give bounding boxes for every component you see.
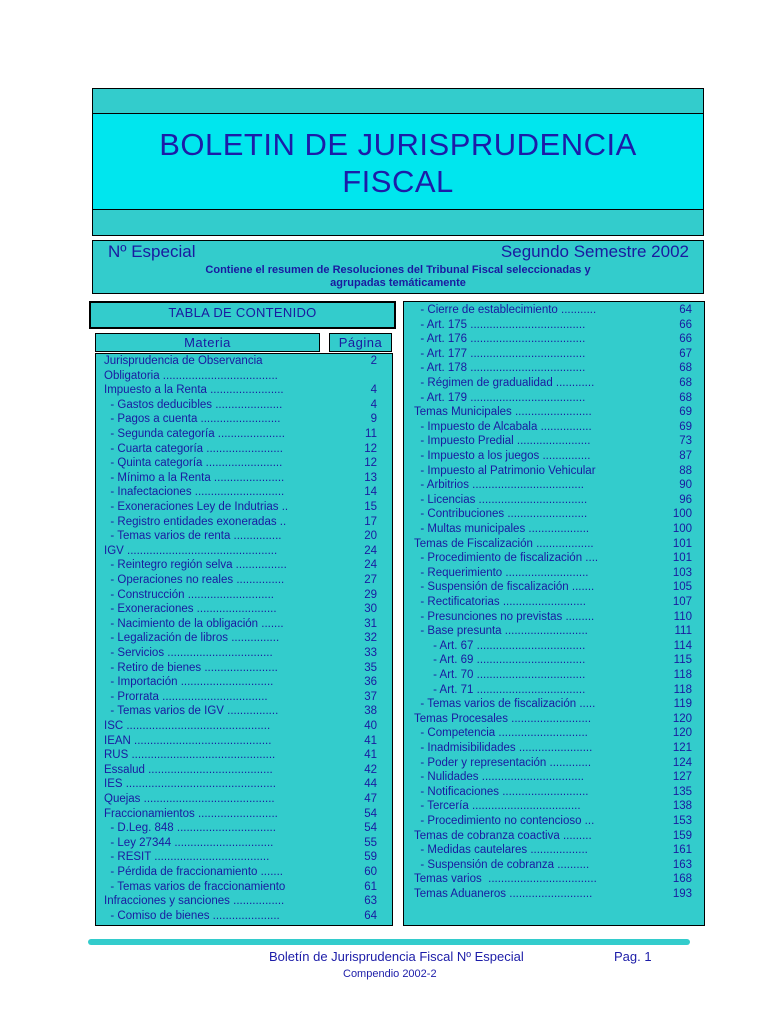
toc-entry-page: 101	[672, 537, 692, 550]
column-header-materia-label: Materia	[184, 335, 231, 350]
toc-entry	[96, 369, 392, 384]
toc-entry-page: 33	[364, 647, 377, 659]
toc-entry	[96, 383, 392, 398]
toc-entry-page: 59	[364, 851, 377, 864]
toc-entry	[96, 661, 392, 676]
toc-entry-page: 20	[364, 530, 377, 543]
toc-entry-text: - Art. 175 ....................................	[414, 318, 586, 331]
toc-entry-page: 24	[364, 544, 377, 557]
toc-entry-text: - Temas varios de renta ...............	[104, 530, 282, 543]
toc-entry-page: 29	[364, 588, 377, 601]
toc-entry	[96, 821, 392, 836]
toc-entry-page: 2	[370, 355, 377, 367]
toc-entry-text: - Nacimiento de la obligación .......	[104, 617, 284, 630]
toc-entry-text: Essalud .......................................	[104, 763, 273, 776]
toc-entry	[96, 646, 392, 661]
toc-entry	[404, 668, 704, 683]
toc-entry	[96, 880, 392, 895]
toc-entry-page: 153	[672, 815, 692, 827]
toc-entry-text: Quejas .........................................	[104, 793, 275, 805]
title-box	[92, 113, 704, 210]
toc-entry-text: - Retiro de bienes .......................	[104, 661, 278, 674]
toc-entry	[96, 588, 392, 603]
toc-entry	[96, 909, 392, 924]
toc-entry-text: - Impuesto Predial .......................	[414, 435, 591, 448]
toc-entry-page: 96	[679, 493, 692, 506]
toc-entry	[404, 814, 704, 829]
toc-entry-page: 4	[370, 398, 377, 411]
toc-entry	[96, 573, 392, 588]
toc-entry	[96, 690, 392, 705]
toc-entry	[96, 865, 392, 880]
toc-entry	[96, 544, 392, 559]
toc-entry-page: 24	[364, 559, 377, 572]
toc-entry-page: 69	[679, 406, 692, 419]
toc-entry-text: - RESIT ....................................	[104, 851, 270, 864]
toc-entry	[96, 398, 392, 413]
toc-entry	[96, 602, 392, 617]
toc-entry-text: - Quinta categoría ........................	[104, 457, 283, 470]
toc-entry	[404, 756, 704, 771]
toc-entry-page: 121	[672, 742, 692, 754]
toc-entry	[404, 683, 704, 698]
toc-entry	[96, 529, 392, 544]
toc-entry-page: 127	[672, 771, 692, 784]
toc-entry	[404, 872, 704, 887]
toc-entry-text: - Nulidades ................................	[414, 771, 584, 784]
toc-entry	[404, 726, 704, 741]
toc-entry-page: 44	[364, 778, 377, 791]
toc-entry-text: Temas de cobranza coactiva .........	[414, 829, 592, 842]
column-header-materia	[95, 333, 320, 352]
toc-entry-page: 66	[679, 318, 692, 331]
toc-entry	[404, 697, 704, 712]
edition-subtitle-line-2: agrupadas temáticamente	[330, 277, 466, 289]
toc-entry-page: 68	[679, 377, 692, 389]
toc-entry-text: Jurisprudencia de Observancia	[104, 355, 263, 367]
toc-entry	[404, 712, 704, 727]
toc-entry-text: - Art. 178 ....................................	[414, 362, 586, 375]
toc-entry	[96, 427, 392, 442]
footer-page-number: Pag. 1	[614, 949, 652, 964]
toc-entry	[404, 478, 704, 493]
toc-entry-text: Fraccionamientos .........................	[104, 807, 278, 820]
toc-entry-text: - Competencia ............................	[414, 727, 588, 740]
toc-entry-page: 73	[679, 435, 692, 448]
toc-entry	[96, 456, 392, 471]
toc-entry-text: - Gastos deducibles .....................	[104, 398, 283, 411]
toc-entry	[96, 515, 392, 530]
toc-entry	[96, 836, 392, 851]
toc-entry-page: 118	[673, 683, 692, 696]
toc-entry	[96, 734, 392, 749]
toc-entry-page: 103	[672, 566, 692, 579]
edition-box	[92, 240, 704, 294]
toc-entry	[96, 442, 392, 457]
toc-entry-page: 100	[672, 523, 692, 535]
toc-entry	[404, 464, 704, 479]
toc-entry-text: - Ley 27344 ...............................	[104, 836, 274, 849]
toc-entry-page: 88	[679, 464, 692, 477]
toc-entry	[96, 485, 392, 500]
toc-entry	[96, 558, 392, 573]
toc-entry	[404, 610, 704, 625]
toc-entry-page: 193	[672, 888, 692, 900]
toc-entry-text: - Exoneraciones .........................	[104, 603, 277, 616]
toc-entry-text: Temas de Fiscalización ..................	[414, 537, 594, 550]
toc-entry-page: 118	[673, 669, 692, 681]
toc-entry	[404, 653, 704, 668]
column-header-pagina	[329, 333, 392, 352]
toc-entry-page: 9	[370, 413, 377, 426]
toc-entry-text: - Art. 177 ....................................	[414, 347, 586, 360]
toc-entry-page: 114	[673, 639, 692, 652]
toc-entry	[404, 566, 704, 581]
toc-entry-text: Temas varios ..................................	[414, 873, 597, 886]
toc-entry-text: - Medidas cautelares ..................	[414, 844, 588, 857]
title-line-1: BOLETIN DE JURISPRUDENCIA	[159, 127, 637, 162]
toc-entry-page: 35	[364, 661, 377, 674]
toc-entry-page: 40	[364, 720, 377, 732]
toc-entry	[404, 639, 704, 654]
toc-entry	[404, 785, 704, 800]
toc-entry-text: - Procedimiento no contencioso ...	[414, 815, 595, 827]
toc-left-panel	[95, 353, 393, 926]
toc-entry	[404, 318, 704, 333]
toc-entry-page: 90	[679, 479, 692, 492]
toc-entry-text: - Contribuciones .........................	[414, 508, 588, 521]
toc-entry	[96, 719, 392, 734]
toc-entry-text: - Inafectaciones ............................	[104, 486, 285, 499]
toc-entry	[404, 434, 704, 449]
toc-entry-text: - Construcción ...........................	[104, 588, 274, 601]
toc-entry-text: - Art. 70 ..................................	[414, 669, 586, 681]
toc-entry-text: - Impuesto a los juegos ...............	[414, 450, 591, 462]
toc-entry-page: 54	[364, 822, 377, 835]
toc-entry-page: 105	[672, 581, 692, 594]
toc-entry	[96, 704, 392, 719]
toc-entry	[96, 807, 392, 822]
edition-subtitle-line-1: Contiene el resumen de Resoluciones del Tribunal Fiscal seleccionadas y	[205, 264, 591, 276]
title-line-2: FISCAL	[342, 164, 454, 199]
toc-entry-text: - Rectificatorias ..........................	[414, 596, 586, 608]
toc-entry-text: - Arbitrios ...................................	[414, 479, 584, 492]
toc-entry-text: - Poder y representación .............	[414, 756, 592, 769]
toc-entry-text: - Base presunta ..........................	[414, 625, 588, 638]
toc-entry	[404, 843, 704, 858]
toc-entry-text: - Registro entidades exoneradas ..	[104, 515, 287, 528]
toc-entry	[96, 617, 392, 632]
toc-entry	[96, 500, 392, 515]
toc-entry	[96, 412, 392, 427]
toc-entry	[96, 354, 392, 369]
toc-entry-text: RUS .............................................	[104, 749, 276, 762]
toc-entry-page: 13	[364, 471, 377, 484]
toc-entry-text: - Art. 179 ....................................	[414, 391, 586, 404]
toc-entry	[96, 675, 392, 690]
column-header-pagina-label: Página	[338, 335, 383, 350]
footer-divider	[88, 939, 690, 945]
toc-entry-text: IGV ...............................................	[104, 544, 278, 557]
toc-entry-text: - Pagos a cuenta .........................	[104, 413, 281, 426]
toc-entry	[404, 595, 704, 610]
edition-number: Nº Especial	[108, 242, 196, 261]
toc-entry-page: 61	[364, 880, 377, 893]
toc-entry-text: - Procedimiento de fiscalización ....	[414, 552, 599, 565]
toc-entry-page: 55	[364, 836, 377, 849]
toc-entry-text: - Régimen de gradualidad ............	[414, 377, 595, 389]
toc-entry-text: Temas Procesales .........................	[414, 712, 592, 725]
toc-entry-page: 87	[679, 450, 692, 462]
toc-entry-text: - Exoneraciones Ley de Indutrias ..	[104, 501, 289, 513]
toc-entry-page: 38	[364, 705, 377, 718]
toc-entry-page: 36	[364, 676, 377, 689]
toc-entry-page: 124	[672, 756, 692, 769]
toc-entry-text: - Suspensión de cobranza ..........	[414, 858, 590, 871]
toc-entry-page: 4	[370, 384, 377, 397]
toc-entry-page: 17	[364, 515, 377, 528]
toc-entry	[404, 770, 704, 785]
toc-entry-text: - Multas municipales ...................	[414, 523, 590, 535]
toc-entry-text: Temas Municipales ........................	[414, 406, 592, 419]
toc-entry-text: - Importación .............................	[104, 676, 274, 689]
toc-entry-page: 14	[364, 486, 377, 499]
toc-entry	[404, 493, 704, 508]
toc-entry-text: IES ...............................................	[104, 778, 276, 791]
toc-entry-page: 120	[672, 712, 692, 725]
toc-title: TABLA DE CONTENIDO	[168, 305, 317, 320]
toc-entry-page: 32	[364, 632, 377, 645]
toc-entry-text: Impuesto a la Renta .......................	[104, 384, 284, 397]
toc-entry	[404, 858, 704, 873]
toc-entry-page: 135	[672, 785, 692, 798]
toc-entry-text: - Art. 71 ..................................	[414, 683, 586, 696]
toc-entry-page: 159	[672, 829, 692, 842]
toc-entry-page: 66	[679, 333, 692, 346]
edition-subtitle	[93, 264, 703, 290]
toc-entry-text: - Cuarta categoría ........................	[104, 442, 283, 455]
toc-entry	[96, 777, 392, 792]
toc-title-box	[89, 301, 396, 329]
toc-entry-text: - Segunda categoría .....................	[104, 428, 285, 440]
toc-entry	[96, 471, 392, 486]
toc-entry-page: 15	[364, 501, 377, 513]
toc-entry-text: - Art. 69 ..................................	[414, 654, 586, 667]
toc-entry-text: - Reintegro región selva ................	[104, 559, 287, 572]
toc-entry-page: 64	[679, 304, 692, 316]
toc-entry-page: 27	[364, 574, 377, 586]
toc-entry-page: 163	[672, 858, 692, 871]
toc-entry-page: 100	[672, 508, 692, 521]
toc-entry-text: Infracciones y sanciones ................	[104, 895, 285, 908]
toc-right-panel	[403, 301, 705, 926]
toc-entry-text: - D.Leg. 848 ...............................	[104, 822, 276, 835]
toc-entry-page: 42	[364, 763, 377, 776]
toc-entry-text: - Tercería ..................................	[414, 800, 581, 813]
toc-entry-text: - Licencias ..................................	[414, 493, 588, 506]
toc-entry-text: - Suspensión de fiscalización .......	[414, 581, 595, 594]
toc-entry	[404, 741, 704, 756]
toc-entry	[404, 449, 704, 464]
document-title	[93, 126, 703, 200]
toc-entry-text: - Impuesto al Patrimonio Vehicular	[414, 464, 596, 477]
toc-entry	[404, 332, 704, 347]
toc-entry-page: 120	[672, 727, 692, 740]
toc-entry	[404, 420, 704, 435]
toc-entry	[404, 799, 704, 814]
toc-entry-page: 47	[364, 793, 377, 805]
toc-entry	[96, 850, 392, 865]
toc-entry	[404, 887, 704, 902]
toc-entry-text: - Servicios .................................	[104, 647, 273, 659]
toc-entry-text: - Mínimo a la Renta ......................	[104, 471, 285, 484]
toc-entry-text: - Prorrata .................................	[104, 690, 268, 703]
toc-entry-text: - Pérdida de fraccionamiento .......	[104, 866, 283, 878]
toc-entry-text: - Temas varios de IGV ................	[104, 705, 279, 718]
footer-subtitle: Compendio 2002-2	[343, 968, 437, 980]
toc-entry-page: 30	[364, 603, 377, 616]
toc-entry-text: - Requerimiento ..........................	[414, 566, 589, 579]
toc-entry	[404, 537, 704, 552]
toc-entry-page: 110	[673, 610, 692, 623]
toc-entry-text: - Legalización de libros ...............	[104, 632, 280, 645]
toc-entry-text: - Comiso de bienes .....................	[104, 909, 280, 922]
footer-title: Boletín de Jurisprudencia Fiscal Nº Especial	[269, 949, 524, 964]
header-bottom-band	[92, 209, 704, 236]
toc-entry	[404, 624, 704, 639]
toc-entry	[96, 894, 392, 909]
toc-entry-text: IEAN ...........................................	[104, 734, 272, 747]
toc-entry	[96, 792, 392, 807]
toc-entry	[404, 347, 704, 362]
toc-entry-page: 12	[364, 457, 377, 470]
toc-entry-page: 67	[679, 347, 692, 360]
toc-entry-page: 111	[674, 625, 692, 638]
header-top-band	[92, 88, 704, 114]
toc-entry-text: Obligatoria ....................................	[104, 369, 278, 382]
edition-period: Segundo Semestre 2002	[500, 242, 689, 261]
toc-entry-text: - Temas varios de fiscalización .....	[414, 698, 596, 711]
toc-entry	[404, 522, 704, 537]
toc-entry-page: 64	[364, 909, 377, 922]
toc-entry-text: - Art. 176 ....................................	[414, 333, 586, 346]
toc-entry-text: - Cierre de establecimiento ...........	[414, 304, 597, 316]
toc-entry	[404, 551, 704, 566]
toc-entry-text: - Temas varios de fraccionamiento	[104, 880, 286, 893]
toc-entry-page: 41	[364, 749, 377, 762]
toc-entry-page: 11	[365, 428, 377, 440]
toc-entry	[96, 748, 392, 763]
toc-entry-text: - Presunciones no previstas .........	[414, 610, 595, 623]
toc-entry-page: 68	[679, 391, 692, 404]
toc-entry	[96, 763, 392, 778]
toc-entry-text: ISC .............................................	[104, 720, 271, 732]
toc-entry-page: 63	[364, 895, 377, 908]
toc-entry-page: 161	[672, 844, 692, 857]
toc-entry-page: 68	[679, 362, 692, 375]
toc-entry-page: 54	[364, 807, 377, 820]
toc-entry-page: 69	[679, 420, 692, 433]
toc-entry	[404, 829, 704, 844]
toc-entry-text: - Art. 67 ..................................	[414, 639, 586, 652]
toc-entry-text: - Operaciones no reales ...............	[104, 574, 285, 586]
toc-entry-text: Temas Aduaneros ..........................	[414, 888, 593, 900]
toc-entry-page: 138	[672, 800, 692, 813]
toc-entry-page: 12	[364, 442, 377, 455]
toc-entry-page: 168	[672, 873, 692, 886]
toc-entry	[404, 580, 704, 595]
toc-entry-page: 60	[364, 866, 377, 878]
toc-entry-page: 41	[364, 734, 377, 747]
toc-entry-page: 37	[364, 690, 377, 703]
toc-entry-page: 107	[672, 596, 692, 608]
toc-entry-page: 31	[364, 617, 377, 630]
toc-entry-page: 115	[673, 654, 692, 667]
toc-entry	[404, 376, 704, 391]
toc-entry	[404, 361, 704, 376]
toc-entry-page: 119	[673, 698, 692, 711]
toc-entry	[404, 405, 704, 420]
toc-entry-text: - Notificaciones ...........................	[414, 785, 589, 798]
toc-entry-page: 101	[672, 552, 692, 565]
toc-entry	[404, 391, 704, 406]
toc-entry-text: - Impuesto de Alcabala ................	[414, 420, 592, 433]
toc-entry-text: - Inadmisibilidades .......................	[414, 742, 593, 754]
toc-entry	[404, 507, 704, 522]
toc-entry	[96, 631, 392, 646]
toc-entry	[404, 303, 704, 318]
